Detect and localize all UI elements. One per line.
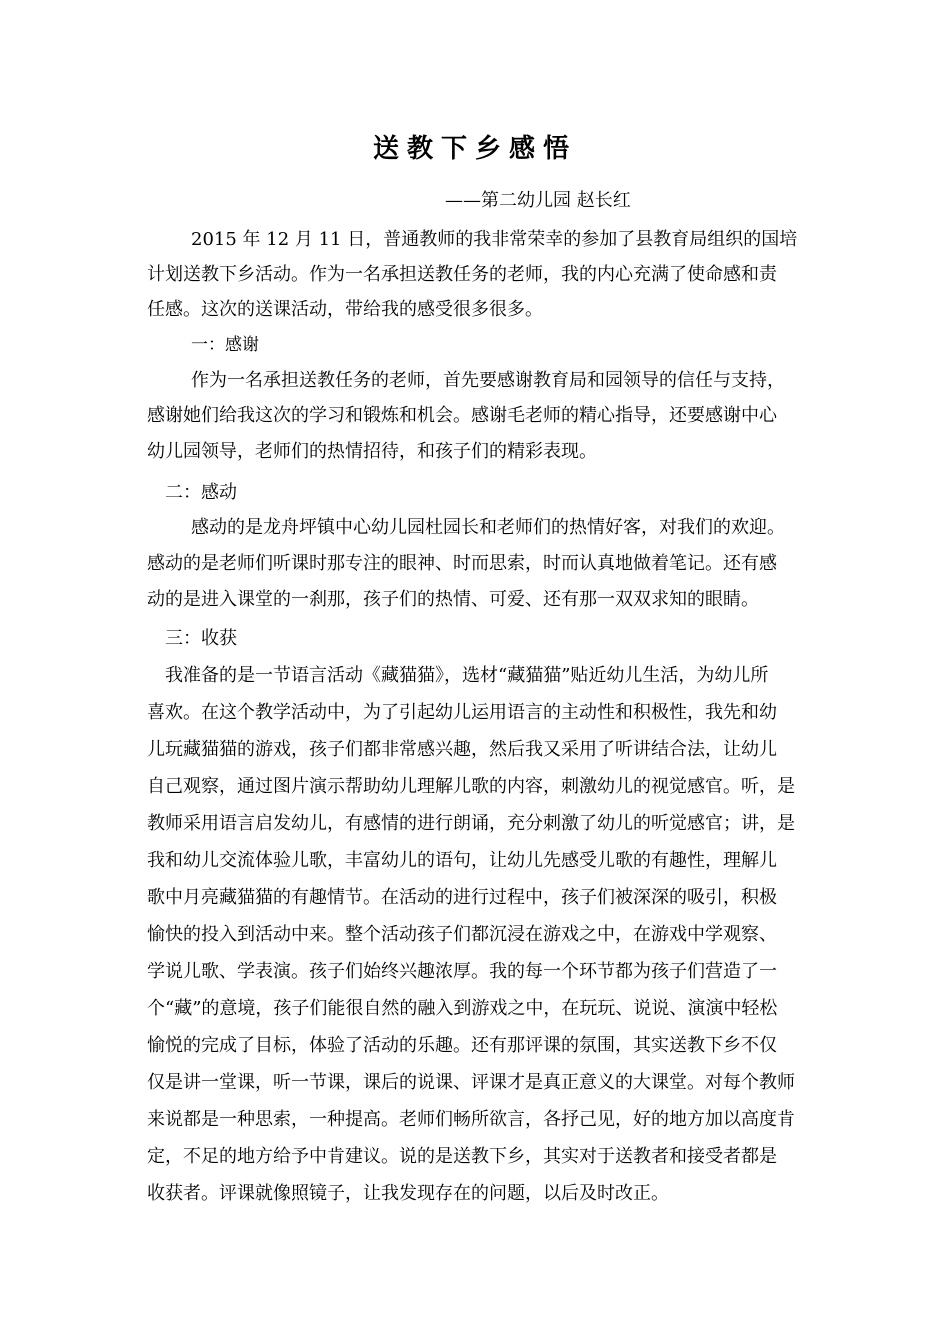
section-heading: 三：收获 [165,628,237,649]
paragraph-line: 定，不足的地方给予中肯建议。说的是送教下乡，其实对于送教者和接受者都是 [147,1146,777,1167]
author-line: ——第二幼儿园 赵长红 [445,190,631,211]
paragraph-line: 任感。这次的送课活动，带给我的感受很多很多。 [147,299,543,320]
paragraph-line: 愉悦的完成了目标，体验了活动的乐趣。还有那评课的氛围，其实送教下乡不仅 [147,1035,777,1056]
paragraph-line: 愉快的投入到活动中来。整个活动孩子们都沉浸在游戏之中，在游戏中学观察、 [147,924,777,945]
paragraph-line: 幼儿园领导，老师们的热情招待，和孩子们的精彩表现。 [147,441,597,462]
paragraph-line: 自己观察，通过图片演示帮助幼儿理解儿歌的内容，刺激幼儿的视觉感官。听，是 [147,776,795,797]
paragraph-line: 感谢她们给我这次的学习和锻炼和机会。感谢毛老师的精心指导，还要感谢中心 [147,405,777,426]
paragraph-line: 收获者。评课就像照镜子，让我发现存在的问题，以后及时改正。 [147,1183,669,1204]
paragraph-line: 动的是进入课堂的一刹那，孩子们的热情、可爱、还有那一双双求知的眼睛。 [147,589,759,610]
paragraph-line: 教师采用语言启发幼儿，有感情的进行朗诵，充分刺激了幼儿的听觉感官；讲，是 [147,813,795,834]
paragraph-line: 学说儿歌、学表演。孩子们始终兴趣浓厚。我的每一个环节都为孩子们营造了一 [147,961,777,982]
paragraph-line: 我和幼儿交流体验儿歌，丰富幼儿的语句，让幼儿先感受儿歌的有趣性，理解儿 [147,850,777,871]
paragraph-line: 感动的是老师们听课时那专注的眼神、时而思索，时而认真地做着笔记。还有感 [147,553,777,574]
section-heading: 二：感动 [165,482,237,503]
paragraph-line: 来说都是一种思索，一种提高。老师们畅所欲言，各抒己见，好的地方加以高度肯 [147,1109,795,1130]
document-title: 送教下乡感悟 [372,134,577,164]
paragraph-line: 作为一名承担送教任务的老师，首先要感谢教育局和园领导的信任与支持， [191,370,785,391]
paragraph-line: 个“藏”的意境，孩子们能很自然的融入到游戏之中，在玩玩、说说、演演中轻松 [147,998,778,1019]
paragraph-line: 仅是讲一堂课，听一节课，课后的说课、评课才是真正意义的大课堂。对每个教师 [147,1072,795,1093]
paragraph-line: 2015 年 12 月 11 日，普通教师的我非常荣幸的参加了县教育局组织的国培 [191,229,798,250]
paragraph-line: 喜欢。在这个教学活动中，为了引起幼儿运用语言的主动性和积极性，我先和幼 [147,702,777,723]
paragraph-line: 计划送教下乡活动。作为一名承担送教任务的老师，我的内心充满了使命感和责 [147,264,777,285]
paragraph-line: 我准备的是一节语言活动《藏猫猫》，选材“藏猫猫”贴近幼儿生活，为幼儿所 [165,665,769,686]
paragraph-line: 儿玩藏猫猫的游戏，孩子们都非常感兴趣，然后我又采用了听讲结合法，让幼儿 [147,739,777,760]
paragraph-line: 歌中月亮藏猫猫的有趣情节。在活动的进行过程中，孩子们被深深的吸引，积极 [147,887,777,908]
section-heading: 一：感谢 [191,335,259,355]
paragraph-line: 感动的是龙舟坪镇中心幼儿园杜园长和老师们的热情好客，对我们的欢迎。 [191,517,785,538]
